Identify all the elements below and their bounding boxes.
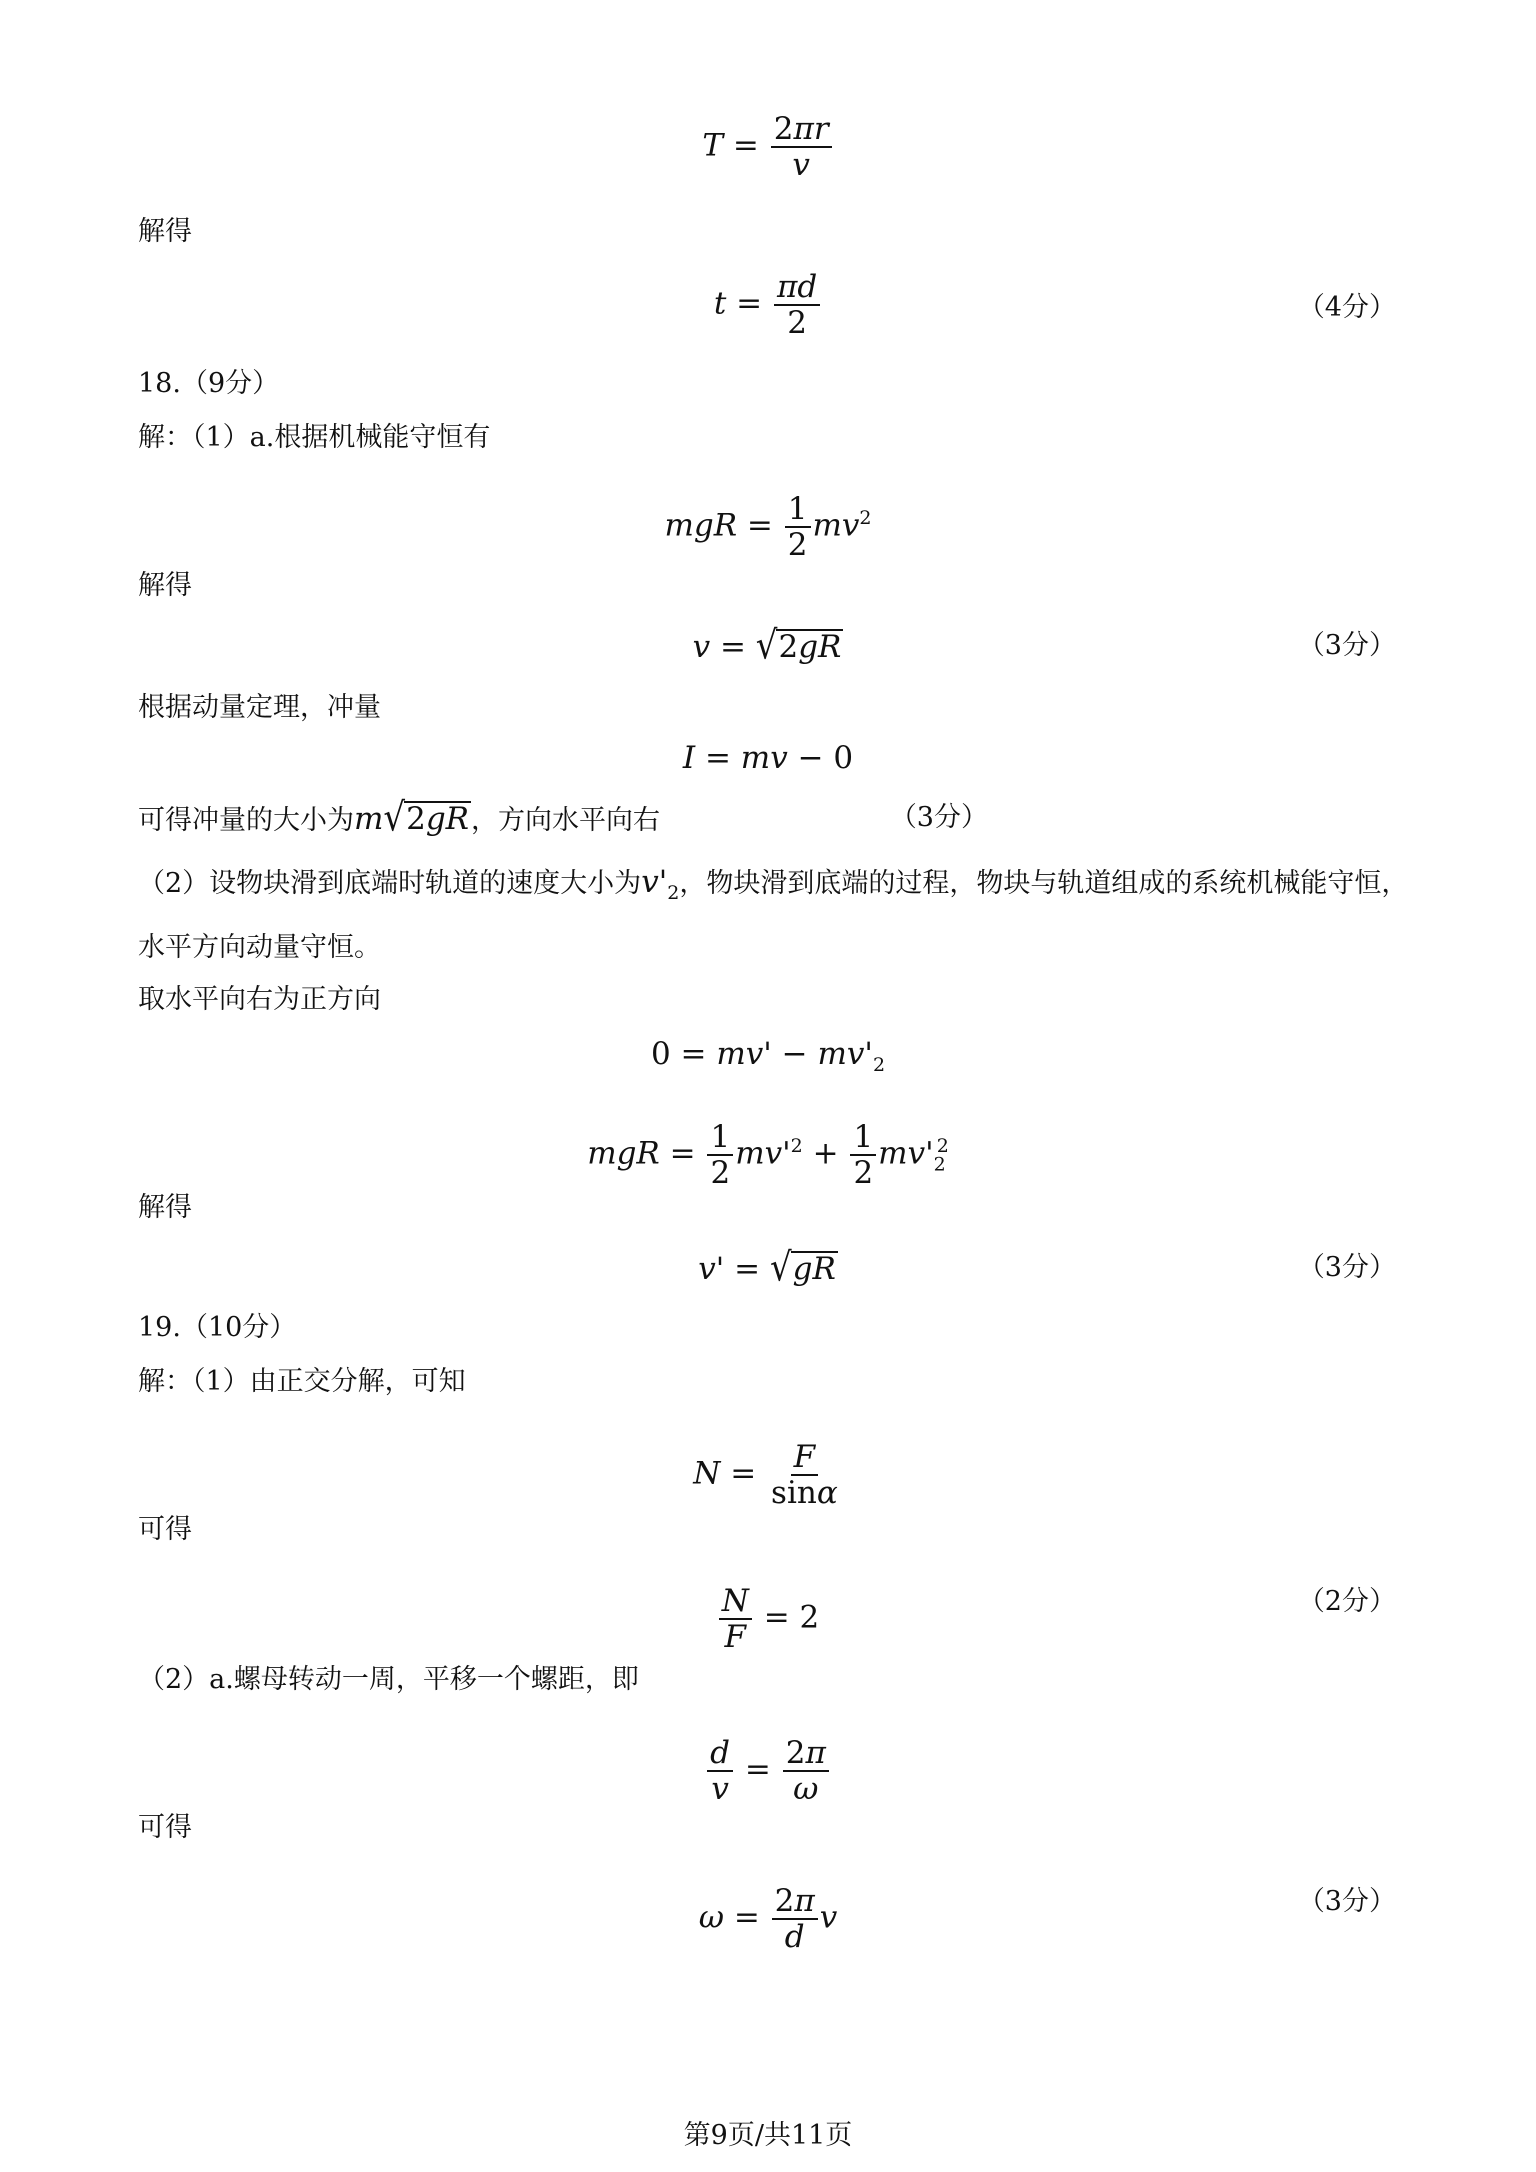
text-jiede-3: 解得 [138, 1192, 192, 1223]
impulse-prefix: 可得冲量的大小为 [138, 805, 354, 836]
text-kede-1: 可得 [138, 1514, 192, 1545]
equation-block-velocity: v' = √gR [698, 1245, 836, 1291]
equation-energy-two-bodies: mgR = $\frac{1}{2}$ $mv'^2$ + $\frac{1}{2}$ $mv'_2^2$ [587, 1119, 949, 1191]
equation-velocity: v = √2gR [692, 623, 842, 669]
equation-angular-velocity: ω = $\frac{2\pi}{d}$ v [698, 1883, 838, 1955]
impulse-magnitude: m√2gR [354, 795, 469, 841]
q18-header: 18.（9分） [138, 368, 280, 399]
q18-part2-line1 [138, 864, 1408, 911]
momentum-theorem-text: 根据动量定理，冲量 [138, 692, 381, 723]
equation-period: T = $\frac{2\pi r}{v}$ [0, 112, 1536, 182]
equation-momentum-conservation: $0 = mv' - mv'_2$ [650, 1036, 886, 1077]
impulse-suffix: ，方向水平向右 [471, 805, 660, 836]
score-mark-6: （3分） [1297, 1886, 1396, 1917]
score-mark-4: （3分） [1297, 1252, 1396, 1283]
equation-time: t = $\frac{\pi d}{2}$ [0, 270, 1536, 340]
q19-header: 19.（10分） [138, 1312, 297, 1343]
score-mark-1: （4分） [1297, 292, 1396, 323]
text-kede-2: 可得 [138, 1812, 192, 1843]
velocity-v2-symbol: $v'_2$ [641, 864, 680, 905]
q19-part2-text: （2）a.螺母转动一周，平移一个螺距，即 [138, 1664, 639, 1695]
page-number-footer: 第9页/共11页 [683, 2120, 853, 2151]
equation-energy-conservation: mgR = $\frac{1}{2}$ $mv^2$ [664, 491, 872, 563]
q18-part2-text-a: （2）设物块滑到底端时轨道的速度大小为 [138, 868, 642, 899]
score-mark-3: （3分） [889, 802, 988, 833]
equation-pitch-relation: $\frac{d}{v}$ = $\frac{2\pi}{\omega}$ [0, 1736, 1536, 1806]
equation-normal-force: N = $\frac{F}{\sin\alpha}$ [693, 1439, 838, 1511]
q19-part1-text: 解：（1）由正交分解，可知 [138, 1366, 466, 1397]
score-mark-5: （2分） [1297, 1586, 1396, 1617]
impulse-result-line [138, 795, 660, 841]
q18-part2-text-b: ，物块滑到底端的过程，物块与轨道组成的系统机械能守恒， [679, 868, 1409, 899]
text-jiede-1: 解得 [138, 216, 192, 247]
q18-part2-line2: 水平方向动量守恒。 [138, 932, 381, 963]
positive-direction-text: 取水平向右为正方向 [138, 984, 381, 1015]
equation-impulse: I = mv − 0 [682, 740, 854, 776]
text-jiede-2: 解得 [138, 570, 192, 601]
score-mark-2: （3分） [1297, 630, 1396, 661]
q18-part1-text: 解：（1）a.根据机械能守恒有 [138, 422, 491, 453]
equation-force-ratio: $\frac{N}{F}$ = 2 [0, 1584, 1536, 1654]
